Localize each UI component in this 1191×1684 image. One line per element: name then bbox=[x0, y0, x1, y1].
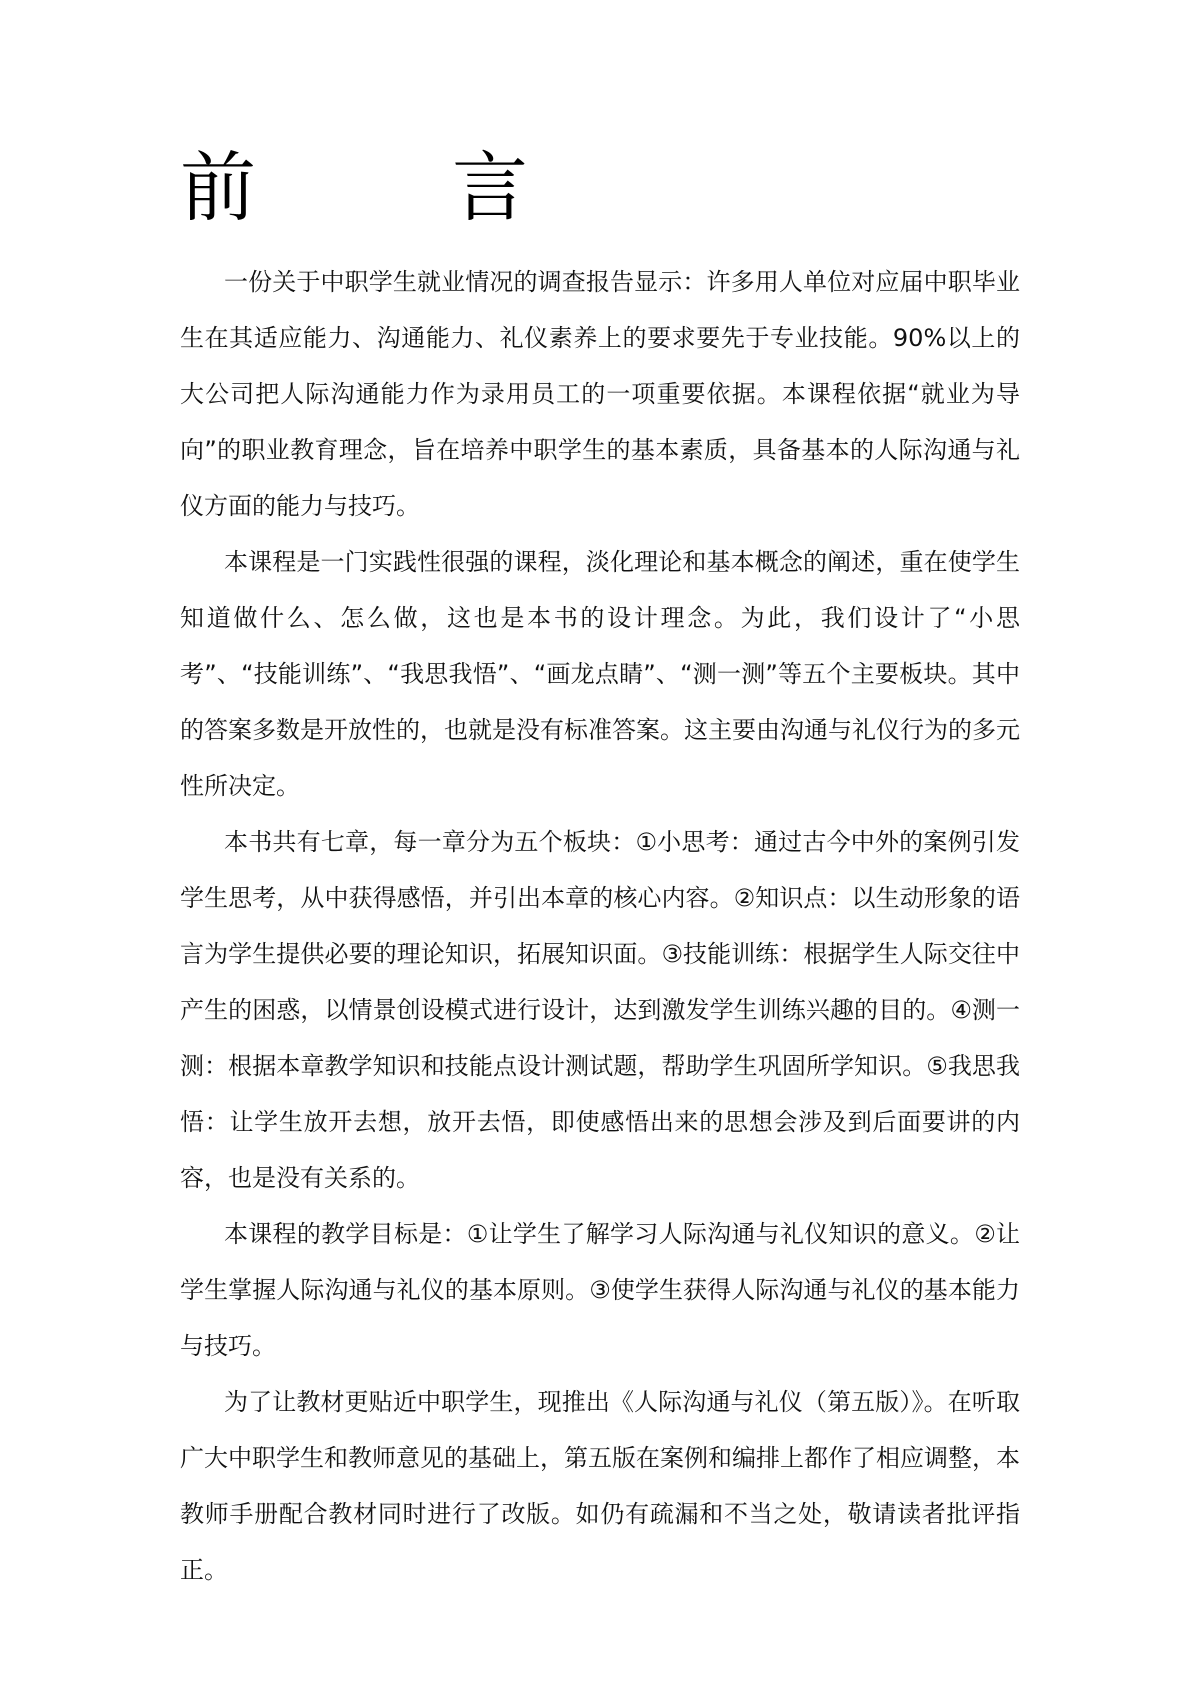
paragraph-3: 本书共有七章，每一章分为五个板块：①小思考：通过古今中外的案例引发学生思考，从中获得感悟，并引出本章的核心内容。②知识点：以生动形象的语言为学生提供必要的理论知识，拓展知识面。③技能训练：根据学生人际交往中产生的困惑，以情景创设模式进行设计，达到激发学生训练兴趣的目的。④测一测：根据本章教学知识和技能点设计测试题，帮助学生巩固所学知识。⑤我思我悟：让学生放开去想，放开去悟，即使感悟出来的思想会涉及到后面要讲的内容，也是没有关系的。 bbox=[180, 828, 1020, 1192]
paragraph-2: 本课程是一门实践性很强的课程，淡化理论和基本概念的阐述，重在使学生知道做什么、怎么做，这也是本书的设计理念。为此，我们设计了“小思考”、“技能训练”、“我思我悟”、“画龙点睛”、“测一测”等五个主要板块。其中的答案多数是开放性的，也就是没有标准答案。这主要由沟通与礼仪行为的多元性所决定。 bbox=[180, 548, 1020, 800]
page-title: 前 言 bbox=[180, 143, 588, 232]
paragraph-1: 一份关于中职学生就业情况的调查报告显示：许多用人单位对应届中职毕业生在其适应能力、沟通能力、礼仪素养上的要求要先于专业技能。90%以上的大公司把人际沟通能力作为录用员工的一项重要依据。本课程依据“就业为导向”的职业教育理念，旨在培养中职学生的基本素质，具备基本的人际沟通与礼仪方面的能力与技巧。 bbox=[180, 268, 1020, 520]
paragraph-4: 本课程的教学目标是：①让学生了解学习人际沟通与礼仪知识的意义。②让学生掌握人际沟通与礼仪的基本原则。③使学生获得人际沟通与礼仪的基本能力与技巧。 bbox=[180, 1220, 1020, 1360]
preface-body bbox=[180, 254, 1020, 1598]
paragraph-5: 为了让教材更贴近中职学生，现推出《人际沟通与礼仪（第五版）》。在听取广大中职学生和教师意见的基础上，第五版在案例和编排上都作了相应调整，本教师手册配合教材同时进行了改版。如仍有疏漏和不当之处，敬请读者批评指正。 bbox=[180, 1388, 1020, 1584]
